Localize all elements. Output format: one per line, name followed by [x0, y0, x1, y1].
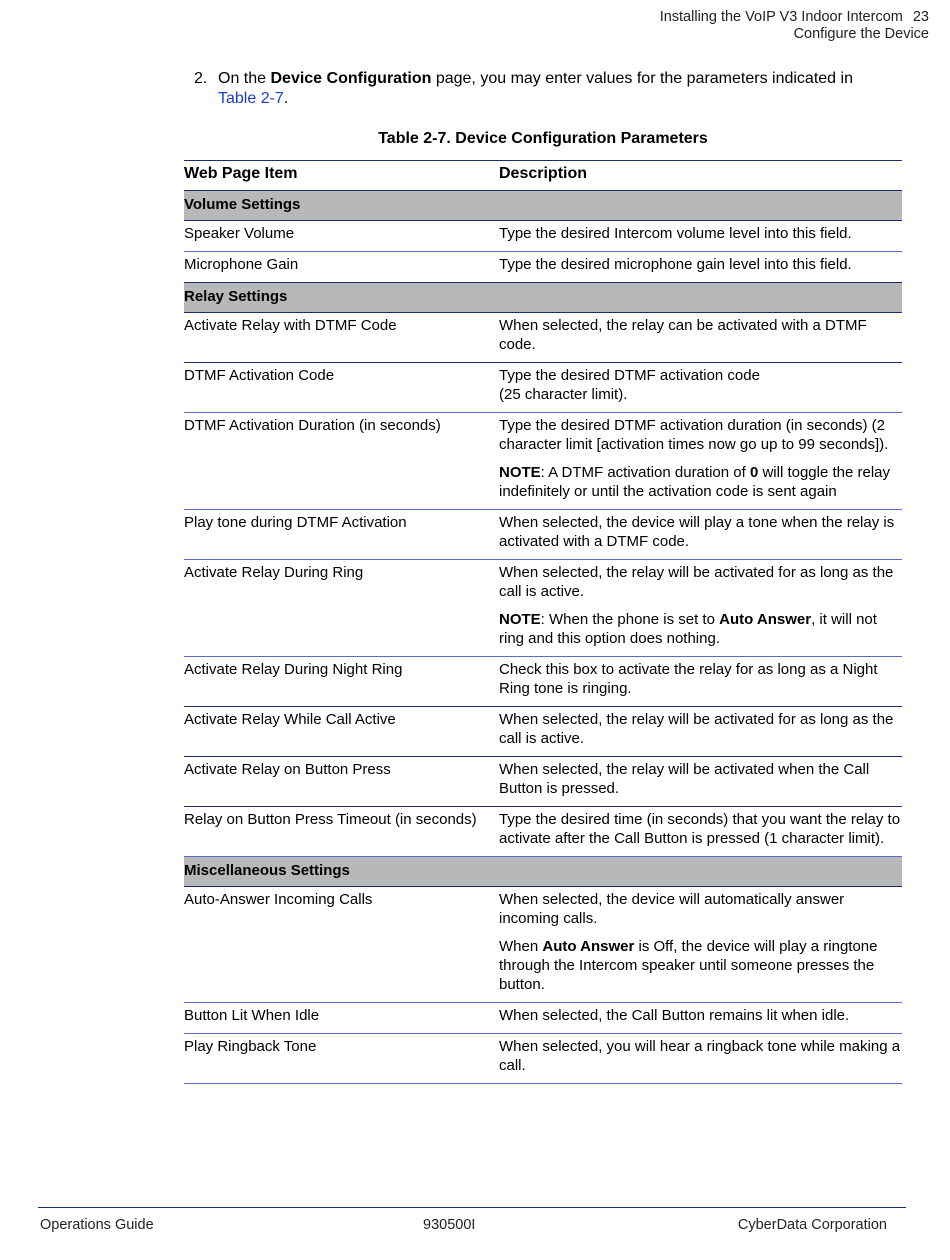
- table-row: [184, 807, 902, 857]
- para2-bold: Auto Answer: [542, 938, 635, 955]
- row-desc: [499, 363, 902, 413]
- footer-doc-title: Operations Guide: [40, 1217, 154, 1233]
- table-row: [184, 1034, 902, 1084]
- row-item: Speaker Volume: [184, 221, 499, 252]
- row-desc: When selected, you will hear a ringback tone while making a call.: [499, 1034, 902, 1084]
- row-desc-line2: (25 character limit).: [499, 386, 628, 403]
- row-desc: [499, 887, 902, 1003]
- row-desc-para2: [499, 937, 902, 994]
- row-desc: When selected, the device will play a tone when the relay is activated with a DTMF code.: [499, 510, 902, 560]
- row-item: Play tone during DTMF Activation: [184, 510, 499, 560]
- section-label: Relay Settings: [184, 283, 902, 313]
- step-text-a: On the: [218, 70, 271, 87]
- table-row: [184, 221, 902, 252]
- section-row-volume: [184, 191, 902, 221]
- col-header-item: Web Page Item: [184, 161, 499, 191]
- note-bold: Auto Answer: [719, 611, 812, 628]
- para2-text-b: is Off, the device will play a ringtone through the Intercom speaker until someone presses the button.: [499, 938, 878, 993]
- table-row: [184, 510, 902, 560]
- table-row: [184, 1003, 902, 1034]
- table-row: [184, 657, 902, 707]
- step-bold-term: Device Configuration: [270, 70, 432, 87]
- row-desc: Type the desired Intercom volume level into this field.: [499, 221, 902, 252]
- step-text-b: page, you may enter values for the parameters indicated in: [431, 70, 853, 87]
- page-number: 23: [912, 9, 929, 25]
- table-row: [184, 707, 902, 757]
- table-caption: Table 2-7. Device Configuration Parameters: [378, 130, 708, 147]
- table-row: [184, 887, 902, 1003]
- para2-text-a: When: [499, 938, 543, 955]
- row-desc: When selected, the relay will be activated when the Call Button is pressed.: [499, 757, 902, 807]
- col-header-description: Description: [499, 161, 902, 191]
- table-row: [184, 252, 902, 283]
- note-label: NOTE: [499, 464, 541, 481]
- row-note: [499, 463, 902, 501]
- row-item: Microphone Gain: [184, 252, 499, 283]
- table-link[interactable]: Table 2-7: [218, 90, 284, 107]
- row-item: Activate Relay During Ring: [184, 560, 499, 657]
- row-item: DTMF Activation Code: [184, 363, 499, 413]
- section-label: Volume Settings: [184, 191, 902, 221]
- running-header: [660, 9, 929, 43]
- row-desc: [499, 413, 902, 510]
- row-desc-main: When selected, the relay will be activated for as long as the call is active.: [499, 564, 894, 600]
- table-header-row: [184, 161, 902, 191]
- row-desc-line1: Type the desired DTMF activation code: [499, 367, 760, 384]
- device-config-table: [184, 160, 902, 1084]
- section-label: Miscellaneous Settings: [184, 857, 902, 887]
- row-desc-main: When selected, the device will automatically answer incoming calls.: [499, 891, 845, 927]
- row-item: Activate Relay While Call Active: [184, 707, 499, 757]
- note-label: NOTE: [499, 611, 541, 628]
- row-item: Relay on Button Press Timeout (in seconds): [184, 807, 499, 857]
- table-row: [184, 413, 902, 510]
- row-item: Auto-Answer Incoming Calls: [184, 887, 499, 1003]
- header-chapter-title: Installing the VoIP V3 Indoor Intercom: [659, 9, 903, 25]
- table-row: [184, 560, 902, 657]
- row-item: Activate Relay with DTMF Code: [184, 313, 499, 363]
- row-desc: Type the desired microphone gain level into this field.: [499, 252, 902, 283]
- row-desc-main: Type the desired DTMF activation duration (in seconds) (2 character limit [activation times now go up to 99 seconds]).: [499, 417, 889, 453]
- row-desc: Type the desired time (in seconds) that you want the relay to activate after the Call Button is pressed (1 character limit).: [499, 807, 902, 857]
- row-desc: When selected, the relay can be activated with a DTMF code.: [499, 313, 902, 363]
- row-note: [499, 610, 902, 648]
- row-item: DTMF Activation Duration (in seconds): [184, 413, 499, 510]
- table-row: [184, 363, 902, 413]
- section-row-misc: [184, 857, 902, 887]
- step-text: [218, 69, 884, 109]
- row-item: Play Ringback Tone: [184, 1034, 499, 1084]
- row-desc: [499, 560, 902, 657]
- footer-company: CyberData Corporation: [737, 1217, 887, 1233]
- row-item: Activate Relay During Night Ring: [184, 657, 499, 707]
- note-text-a: : When the phone is set to: [540, 611, 720, 628]
- row-desc: When selected, the Call Button remains lit when idle.: [499, 1003, 902, 1034]
- footer-rule: [38, 1207, 906, 1208]
- note-text-a: : A DTMF activation duration of: [540, 464, 750, 481]
- header-section-title: Configure the Device: [793, 26, 929, 42]
- row-desc: When selected, the relay will be activated for as long as the call is active.: [499, 707, 902, 757]
- row-item: Button Lit When Idle: [184, 1003, 499, 1034]
- note-text-b: will toggle the relay indefinitely or until the activation code is sent again: [499, 464, 891, 500]
- note-text-b: , it will not ring and this option does nothing.: [499, 611, 877, 647]
- footer-doc-number: 930500I: [423, 1217, 476, 1233]
- row-item: Activate Relay on Button Press: [184, 757, 499, 807]
- step-text-c: .: [283, 90, 289, 107]
- step-number: 2.: [194, 70, 208, 87]
- section-row-relay: [184, 283, 902, 313]
- row-desc: Check this box to activate the relay for as long as a Night Ring tone is ringing.: [499, 657, 902, 707]
- table-row: [184, 757, 902, 807]
- note-bold: 0: [749, 464, 759, 481]
- table-row: [184, 313, 902, 363]
- step-2: [194, 69, 884, 109]
